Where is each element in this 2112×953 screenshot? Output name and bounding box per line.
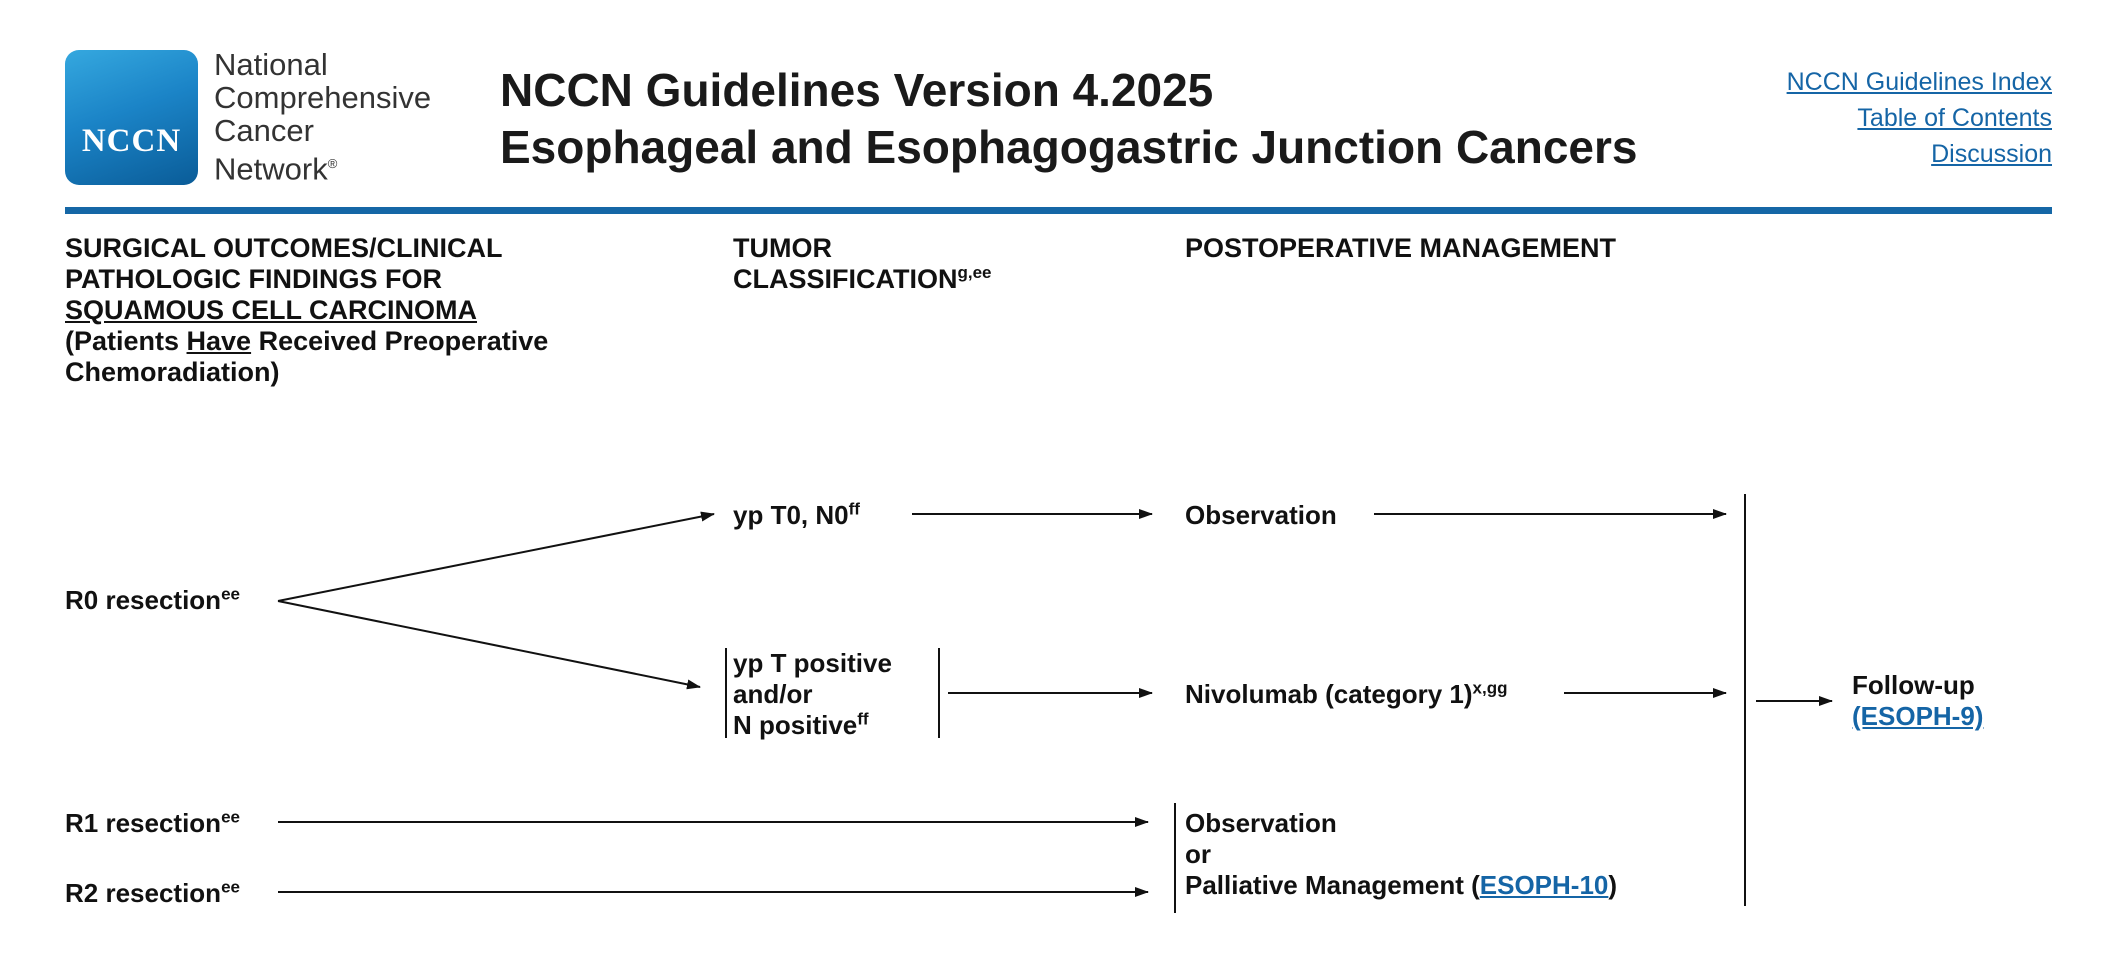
- r0-resection-sup: ee: [221, 584, 240, 604]
- arrow-r0-to-ypt-positive: [278, 601, 700, 687]
- palliative-line-2: or: [1185, 839, 1211, 869]
- ypt-positive-line-3: [733, 710, 892, 741]
- observation-node: Observation: [1185, 500, 1337, 530]
- discussion-link[interactable]: Discussion: [1931, 140, 2052, 168]
- findings-line-4-prefix: (Patients: [65, 326, 187, 356]
- ypt-positive-sup: ff: [857, 709, 869, 729]
- observation-or-palliative-node: [1185, 808, 1617, 901]
- ypt-positive: [733, 648, 892, 741]
- org-name-line-1: National: [214, 47, 328, 82]
- guidelines-index-link[interactable]: NCCN Guidelines Index: [1786, 68, 2052, 96]
- ypt-positive-line-2: and/or: [733, 679, 813, 709]
- palliative-bracket: [1174, 803, 1176, 913]
- findings-header-line-3: SQUAMOUS CELL CARCINOMA: [65, 295, 478, 325]
- findings-header-line-1: SURGICAL OUTCOMES/CLINICAL: [65, 233, 503, 263]
- findings-header-line-5: Chemoradiation): [65, 357, 280, 387]
- esoph-10-link[interactable]: ESOPH-10: [1479, 870, 1609, 900]
- tumor-header-classification: CLASSIFICATION: [733, 264, 958, 294]
- nivolumab-text: Nivolumab (category 1): [1185, 679, 1473, 709]
- r2-resection: [65, 878, 240, 909]
- r1-resection-sup: ee: [221, 807, 240, 827]
- r1-resection: [65, 808, 240, 839]
- r2-resection-sup: ee: [221, 877, 240, 897]
- findings-line-4-have: Have: [186, 326, 252, 356]
- ypt-positive-line-1: yp T positive: [733, 648, 892, 678]
- followup-text: Follow-up: [1852, 670, 1975, 700]
- palliative-line-3: [1185, 870, 1617, 901]
- palliative-line-3-prefix: Palliative Management (: [1185, 870, 1480, 900]
- org-name-line-2: Comprehensive: [214, 80, 432, 115]
- postop-column-header: POSTOPERATIVE MANAGEMENT: [1185, 233, 1617, 263]
- followup-node: [1852, 670, 1983, 732]
- ypt-positive-line-3-text: N positive: [733, 710, 858, 740]
- title-version: NCCN Guidelines Version 4.2025: [500, 64, 1214, 116]
- tumor-header-sup: g,ee: [957, 263, 992, 282]
- ypt0-n0-text: yp T0, N0: [733, 500, 849, 530]
- logo-text: NCCN: [81, 123, 182, 159]
- org-name-line-3: Cancer: [214, 113, 314, 148]
- table-of-contents-link[interactable]: Table of Contents: [1857, 104, 2052, 132]
- findings-header-line-2: PATHOLOGIC FINDINGS FOR: [65, 264, 442, 294]
- followup-merge-bracket: [1744, 494, 1746, 906]
- r0-resection-text: R0 resection: [65, 585, 222, 615]
- ypt0-n0: [733, 500, 860, 531]
- r1-resection-text: R1 resection: [65, 808, 222, 838]
- ypt0-n0-sup: ff: [848, 499, 860, 519]
- r0-resection: [65, 585, 240, 616]
- arrow-r0-to-ypt0: [278, 514, 714, 601]
- ypt-positive-bracket-left: [725, 648, 727, 738]
- title-subject: Esophageal and Esophagogastric Junction Cancers: [500, 121, 1638, 173]
- ypt-positive-bracket-right: [938, 648, 940, 738]
- r2-resection-text: R2 resection: [65, 878, 222, 908]
- palliative-line-1: Observation: [1185, 808, 1337, 838]
- esoph-9-link[interactable]: (ESOPH-9): [1852, 701, 1984, 731]
- org-name-network: Network: [214, 151, 328, 187]
- nivolumab-sup: x,gg: [1472, 678, 1508, 698]
- nivolumab-node: [1185, 679, 1507, 710]
- findings-line-4-suffix: Received Preoperative: [251, 326, 549, 356]
- palliative-line-3-suffix: ): [1608, 870, 1618, 900]
- tumor-header-line-1: TUMOR: [733, 233, 832, 263]
- registered-mark: ®: [327, 156, 338, 171]
